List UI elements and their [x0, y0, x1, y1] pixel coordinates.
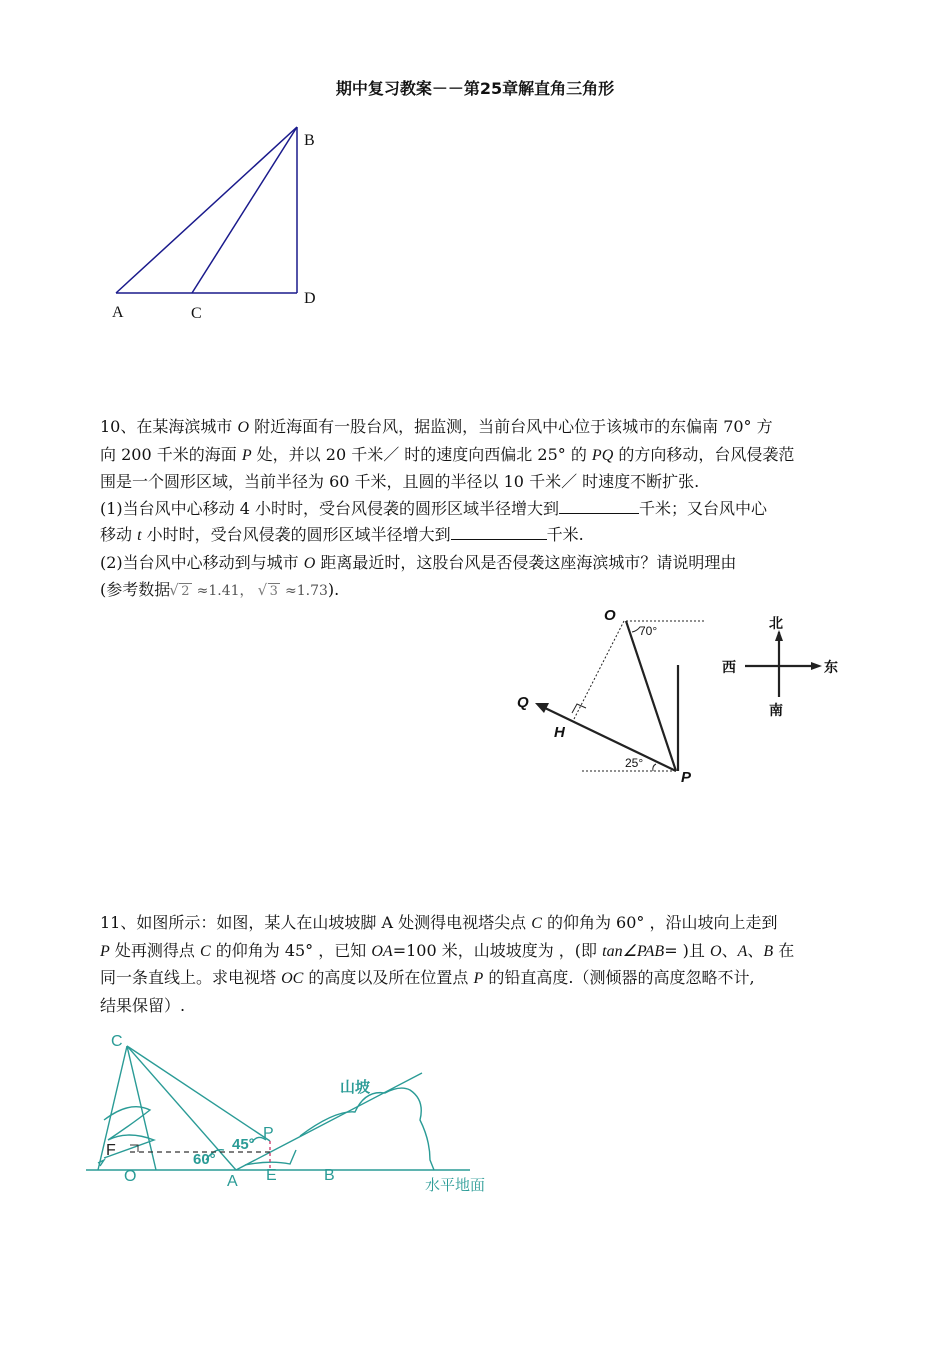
page-title: 期中复习教案－－第25章解直角三角形 — [335, 79, 615, 98]
fig3-label-a: A — [227, 1173, 238, 1190]
fig3-label-slope: 山坡 — [340, 1078, 371, 1096]
compass-north-label: 北 — [769, 616, 783, 632]
q11-line-3: 同一条直线上。求电视塔 OC 的高度以及所在位置点 P 的铅直高度.（测倾器的高度忽略不计, — [100, 968, 755, 987]
fig3-label-c: C — [111, 1033, 123, 1050]
label-b: B — [304, 132, 315, 149]
label-c: C — [191, 305, 202, 322]
fig3-label-e: E — [266, 1167, 277, 1184]
fig3-label-p: P — [263, 1125, 274, 1142]
compass-south-label: 南 — [769, 703, 783, 719]
q11-line-1: 11、如图所示：如图，某人在山坡坡脚 A 处测得电视塔尖点 C 的仰角为 60° ，沿山坡向上走到 — [100, 913, 778, 932]
q11-line-4: 结果保留）. — [100, 995, 186, 1015]
fig3-angle-45: 45° — [232, 1136, 255, 1153]
label-a: A — [112, 304, 124, 321]
label-h: H — [554, 724, 565, 741]
fig3-label-o: O — [124, 1168, 137, 1185]
fig3-label-b: B — [324, 1167, 335, 1184]
label-p: P — [681, 769, 692, 786]
fig3-label-ground: 水平地面 — [425, 1176, 486, 1194]
q10-line-7: (参考数据√ 2 ≈1.41， √ 3 ≈1.73). — [100, 577, 852, 606]
fig3-angle-60: 60° — [193, 1151, 216, 1168]
label-angle-25: 25° — [625, 756, 644, 770]
label-d: D — [304, 290, 316, 307]
q10-line-6: (2)当台风中心移动到与城市 O 距离最近时，这股台风是否侵袭这座海滨城市？请说明理由 — [100, 552, 737, 572]
q10-line-2: 向 200 千米的海面 P 处，并以 20 千米／ 时的速度向西偏北 25° 的 PQ 的方向移动，台风侵袭范 — [100, 444, 795, 464]
label-q: Q — [517, 694, 529, 711]
q10-line-4: (1)当台风中心移动 4 小时时，受台风侵袭的圆形区域半径增大到 千米；又台风中心 — [100, 498, 768, 518]
q10-line-3: 围是一个圆形区域，当前半径为 60 千米，且圆的半径以 10 千米／ 时速度不断扩张. — [100, 472, 700, 491]
fig3-label-f: F — [106, 1142, 116, 1159]
slope-line — [236, 1073, 422, 1170]
compass-west-label: 西 — [722, 660, 736, 676]
sqrt-2: √ 2 — [170, 579, 191, 606]
q11-line-2: P 处再测得点 C 的仰角为 45° ，已知 OA=100 米，山坡坡度为 ，(即 tan∠PAB= )且 O、A、B 在 — [100, 940, 795, 960]
label-angle-70: 70° — [639, 624, 658, 638]
hill-outline — [300, 1088, 434, 1170]
label-o: O — [604, 607, 616, 624]
q10-line-1: 10、在某海滨城市 O 附近海面有一股台风，据监测，当前台风中心位于该城市的东偏南 70° 方 — [100, 417, 773, 436]
q10-line-5: 移动 t 小时时，受台风侵袭的圆形区域半径增大到 千米. — [100, 525, 584, 544]
compass-east-label: 东 — [824, 660, 838, 676]
sqrt-3: √ 3 — [259, 579, 280, 606]
